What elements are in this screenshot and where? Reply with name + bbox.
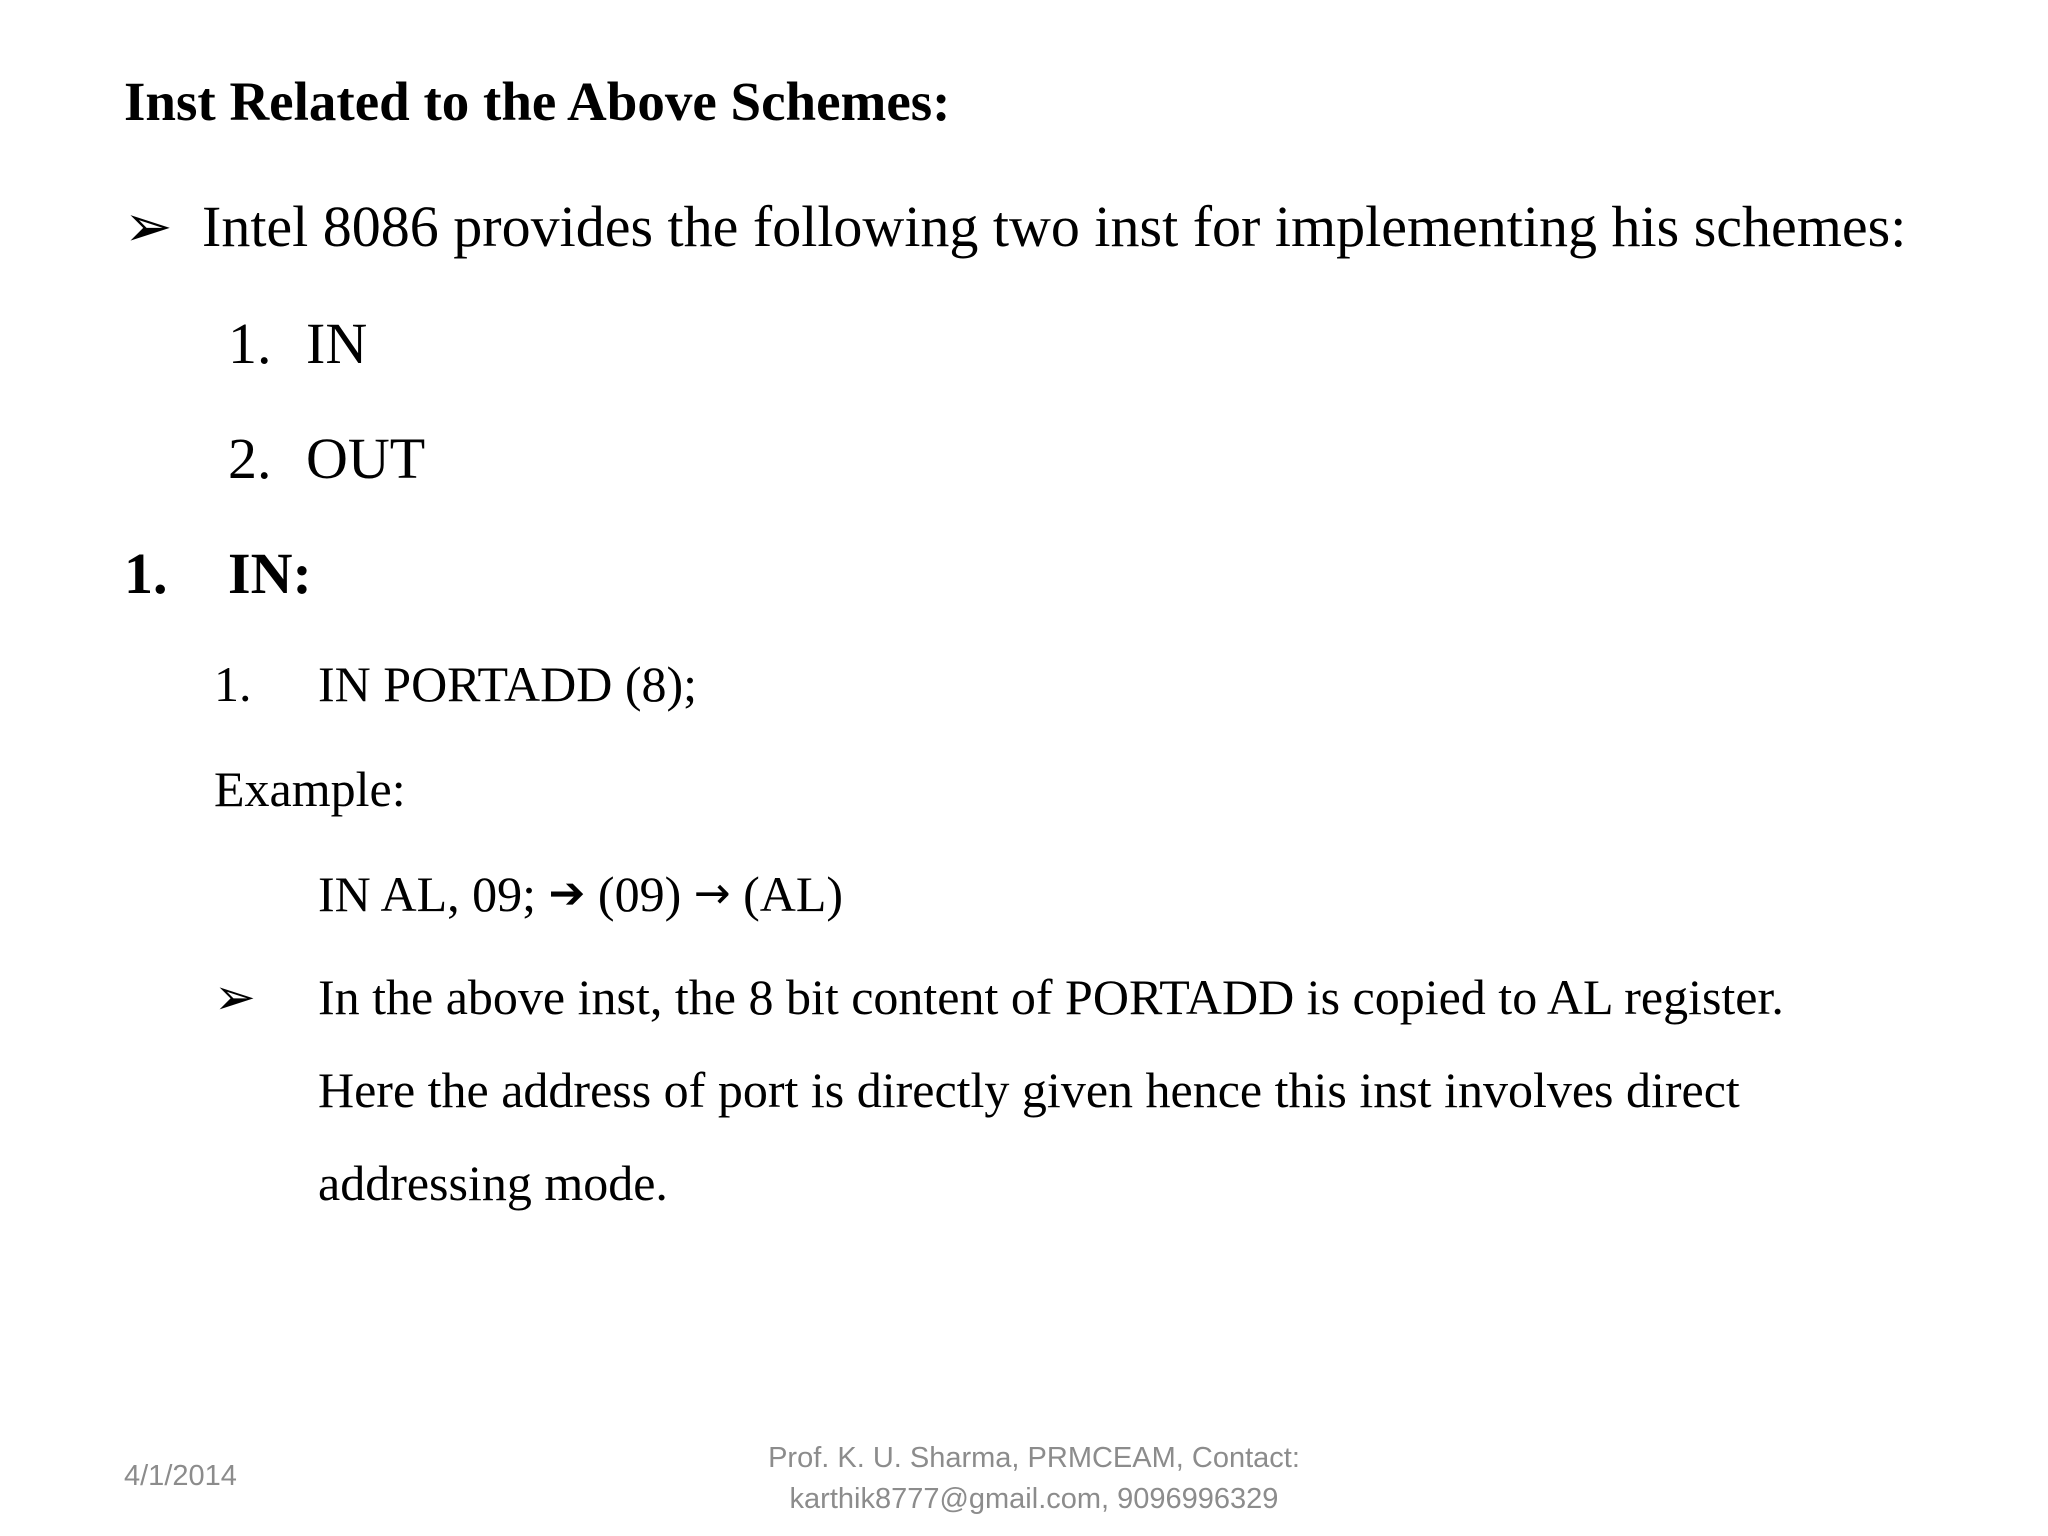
list-label: OUT — [306, 426, 426, 491]
syntax-line — [214, 655, 697, 713]
example-label: Example: — [214, 761, 406, 817]
list-number: 1. — [228, 311, 272, 376]
explanation-line-2: Here the address of port is directly given hence this inst involves direct — [318, 1062, 1740, 1118]
section-label: IN: — [228, 541, 312, 606]
slide-title: Inst Related to the Above Schemes: — [124, 71, 951, 132]
footer-date: 4/1/2014 — [124, 1460, 237, 1492]
footer-credit-line-2: karthik8777@gmail.com, 9096996329 — [789, 1483, 1279, 1515]
example-operand: (09) — [597, 866, 682, 922]
syntax-number: 1. — [214, 656, 252, 712]
footer-credit-line-1: Prof. K. U. Sharma, PRMCEAM, Contact: — [768, 1442, 1300, 1474]
right-arrow-icon: → — [693, 868, 731, 919]
inst-list-item-in — [228, 310, 367, 377]
syntax-text: IN PORTADD (8); — [318, 656, 698, 712]
intro-text: Intel 8086 provides the following two inst for implementing his schemes: — [202, 194, 1907, 259]
bold-right-arrow-icon: ➔ — [548, 868, 586, 919]
arrowhead-bullet-icon: ➢ — [214, 969, 256, 1025]
inst-list-item-out — [228, 425, 425, 492]
list-label: IN — [306, 311, 368, 376]
footer-credit — [0, 1438, 2048, 1520]
explanation-line-3: addressing mode. — [318, 1155, 668, 1211]
example-dest: (AL) — [743, 866, 844, 922]
explanation-paragraph — [318, 951, 1784, 1230]
example-code: IN AL, 09; — [318, 866, 537, 922]
section-number: 1. — [124, 541, 168, 606]
arrowhead-bullet-icon: ➢ — [124, 194, 173, 259]
example-line — [318, 865, 843, 923]
explanation-line-1: In the above inst, the 8 bit content of PORTADD is copied to AL register. — [318, 969, 1784, 1025]
list-number: 2. — [228, 426, 272, 491]
section-heading-in — [124, 540, 312, 607]
intro-bullet — [124, 192, 1906, 260]
